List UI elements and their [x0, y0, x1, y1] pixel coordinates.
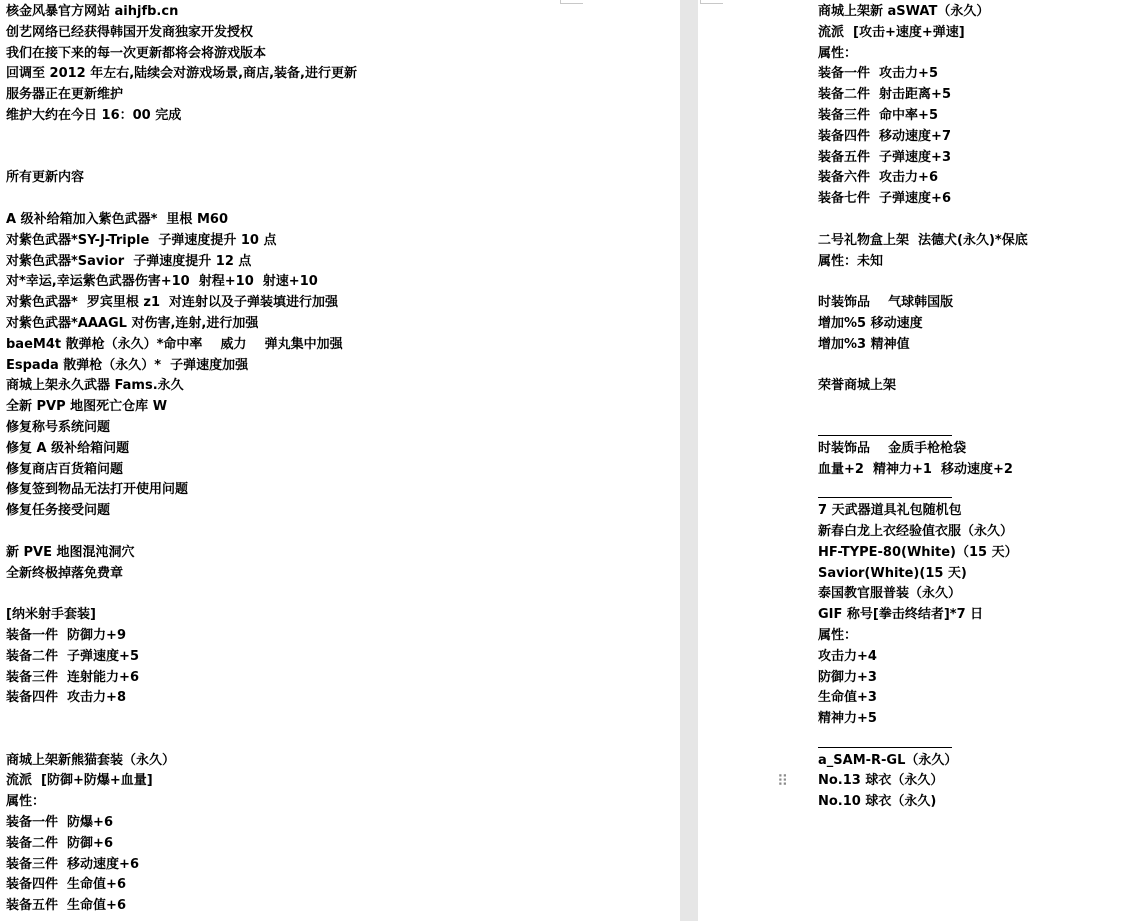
text-line: 装备二件 防御+6: [6, 835, 113, 851]
text-line: 装备七件 子弹速度+6: [818, 191, 951, 207]
text-line: 时装饰品 金质手枪枪袋: [818, 440, 967, 456]
text-line: 商城上架新熊猫套装（永久）: [6, 752, 176, 768]
text-line: 增加%3 精神值: [818, 336, 910, 352]
empty-line: [6, 189, 357, 210]
text-line: A 级补给箱加入紫色武器* 里根 M60: [6, 211, 228, 227]
text-line: 全新 PVP 地图死亡仓库 W: [6, 399, 168, 415]
empty-line: [818, 210, 1028, 231]
text-line: 对紫色武器*Savior 子弹速度提升 12 点: [6, 253, 252, 269]
empty-line: [818, 397, 1028, 418]
text-line: 二号礼物盒上架 法德犬(永久)*保底: [818, 232, 1028, 248]
text-line: 7 天武器道具礼包随机包: [818, 503, 962, 519]
text-line: 回调至 2012 年左右,陆续会对游戏场景,商店,装备,进行更新: [6, 66, 357, 82]
drag-handle-icon[interactable]: ⠿: [777, 772, 787, 790]
text-line: 装备五件 子弹速度+3: [818, 149, 951, 165]
text-line: 属性：: [6, 794, 46, 810]
text-line: 修复任务接受问题: [6, 503, 111, 519]
text-line: 属性：未知: [818, 253, 884, 269]
text-line: 对*幸运,幸运紫色武器伤害+10 射程+10 射速+10: [6, 274, 318, 290]
text-line: 装备一件 防爆+6: [6, 815, 113, 831]
text-line: [纳米射手套装]: [6, 607, 96, 623]
text-line: 新 PVE 地图混沌洞穴: [6, 544, 135, 560]
page-gutter: [680, 0, 698, 921]
text-line: 精神力+5: [818, 711, 877, 727]
text-line: No.13 球衣（永久）: [818, 773, 944, 789]
text-line: 增加%5 移动速度: [818, 315, 923, 331]
empty-line: [6, 522, 357, 543]
text-line: HF-TYPE-80(White)（15 天）: [818, 544, 1018, 560]
text-line: 维护大约在今日 16：00 完成: [6, 107, 182, 123]
text-line: 生命值+3: [818, 690, 877, 706]
text-line: 核金风暴官方网站 aihjfb.cn: [6, 4, 179, 19]
text-line: 装备四件 生命值+6: [6, 877, 126, 893]
text-line: 防御力+3: [818, 669, 877, 685]
text-line: 攻击力+4: [818, 648, 877, 664]
text-line: 对紫色武器*AAAGL 对伤害,连射,进行加强: [6, 315, 259, 331]
text-line: 修复商店百货箱问题: [6, 461, 124, 477]
text-line: 全新终极掉落免费章: [6, 565, 124, 581]
text-line: 修复签到物品无法打开使用问题: [6, 482, 189, 498]
page-corner-mark: [560, 0, 583, 4]
empty-line: [6, 127, 357, 148]
text-line: 商城上架新 aSWAT（永久）: [818, 4, 990, 19]
text-line: 新春白龙上衣经验值衣服（永久）: [818, 523, 1014, 539]
text-line: 服务器正在更新维护: [6, 87, 124, 103]
text-line: 修复称号系统问题: [6, 419, 111, 435]
text-line: Savior(White)(15 天): [818, 565, 967, 581]
text-line: 商城上架永久武器 Fams.永久: [6, 378, 184, 394]
text-line: 对紫色武器* 罗宾里根 z1 对连射以及子弹装填进行加强: [6, 295, 339, 311]
empty-line: [818, 356, 1028, 377]
text-line: a_SAM-R-GL（永久）: [818, 752, 958, 768]
text-line: 流派 [防御+防爆+血量]: [6, 773, 153, 789]
text-line: 装备一件 攻击力+5: [818, 66, 938, 82]
text-line: 流派 [攻击+速度+弹速]: [818, 24, 965, 40]
page-corner-mark: [700, 0, 723, 4]
empty-line: [6, 730, 357, 751]
empty-line: [818, 272, 1028, 293]
empty-line: [6, 584, 357, 605]
text-line: 装备三件 命中率+5: [818, 107, 938, 123]
text-line: GIF 称号[拳击终结者]*7 日: [818, 607, 984, 623]
text-line: 属性：: [818, 45, 858, 61]
separator-line: [818, 480, 1028, 501]
text-line: 创艺网络已经获得韩国开发商独家开发授权: [6, 24, 254, 40]
text-line: 荣誉商城上架: [818, 378, 897, 394]
separator-line: [818, 418, 1028, 439]
empty-line: [6, 148, 357, 169]
text-line: No.10 球衣（永久): [818, 794, 937, 810]
text-line: 泰国教官服普装（永久）: [818, 586, 962, 602]
text-line: 对紫色武器*SY-J-Triple 子弹速度提升 10 点: [6, 232, 277, 248]
right-text-column[interactable]: [818, 2, 1028, 813]
text-line: 装备三件 移动速度+6: [6, 856, 139, 872]
text-line: 装备三件 连射能力+6: [6, 669, 139, 685]
text-line: 我们在接下来的每一次更新都将会将游戏版本: [6, 45, 267, 61]
text-line: 时装饰品 气球韩国版: [818, 295, 954, 311]
text-line: 装备四件 移动速度+7: [818, 128, 951, 144]
text-line: 装备六件 攻击力+6: [818, 170, 938, 186]
text-line: 血量+2 精神力+1 移动速度+2: [818, 461, 1013, 477]
text-line: 装备二件 射击距离+5: [818, 87, 951, 103]
left-text-column[interactable]: [6, 2, 357, 917]
text-line: 属性：: [818, 627, 858, 643]
text-line: 装备四件 攻击力+8: [6, 690, 126, 706]
text-line: 修复 A 级补给箱问题: [6, 440, 130, 456]
text-line: 装备一件 防御力+9: [6, 627, 126, 643]
separator-line: [818, 730, 1028, 751]
text-line: Espada 散弹枪（永久）* 子弹速度加强: [6, 357, 249, 373]
text-line: 装备五件 生命值+6: [6, 898, 126, 914]
text-line: 所有更新内容: [6, 170, 85, 186]
text-line: baeM4t 散弹枪（永久）*命中率 威力 弹丸集中加强: [6, 336, 343, 352]
text-line: 装备二件 子弹速度+5: [6, 648, 139, 664]
empty-line: [6, 709, 357, 730]
